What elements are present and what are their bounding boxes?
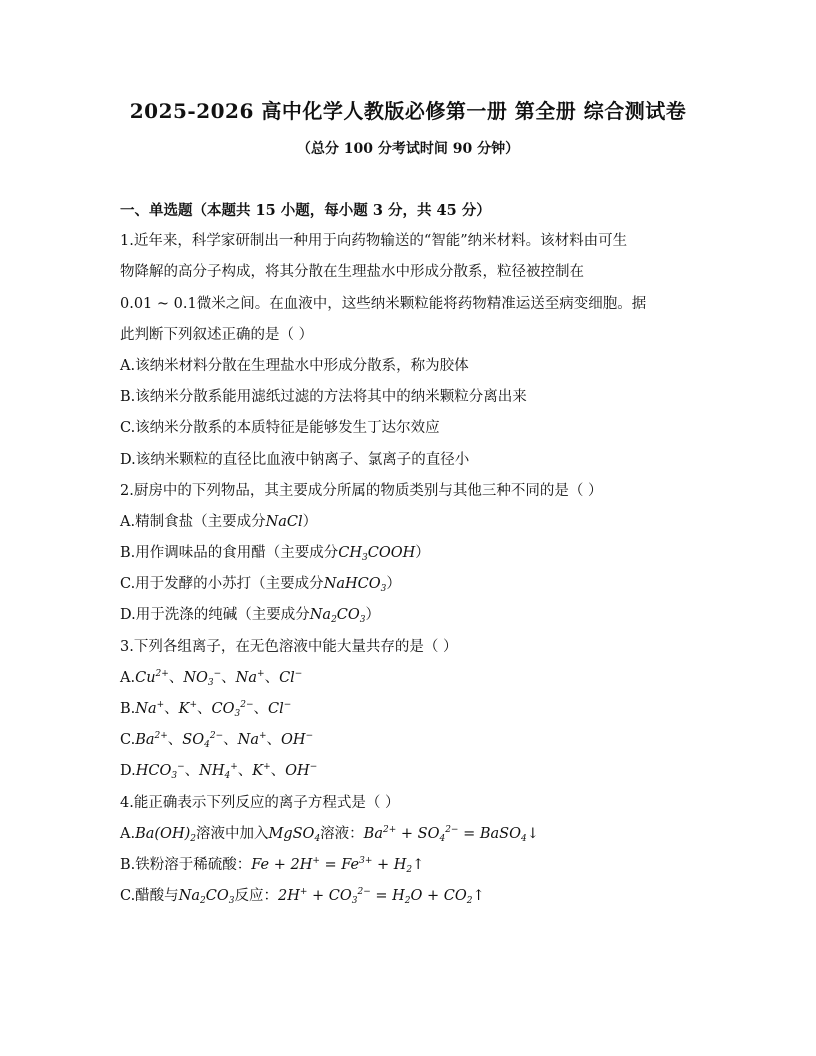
page-subtitle: （总分 100 分考试时间 90 分钟） [296,141,520,157]
page-title: 2025-2026 高中化学人教版必修第一册 第全册 综合测试卷 [129,99,687,123]
q1-stem-line-1: 1.近年来，科学家研制出一种用于向药物输送的“智能”纳米材料。该材料由可生 [120,233,628,250]
q3-option-c: $C.Ba^{2+}$、$SO_4^{2-}$、Na+、OH− [120,731,314,751]
q3-option-a: $A.Cu^{2+}$、$NO_3^-$、Na+、Cl− [120,668,303,688]
section-heading: 一、单选题（本题共 15 小题，每小题 3 分，共 45 分） [120,202,491,219]
q2-option-b: B.用作调味品的食用醋（主要成分$CH_3COOH$） [120,545,430,564]
q1-option-a: A.该纳米材料分散在生理盐水中形成分散系，称为胶体 [120,357,469,374]
q3-stem: 3.下列各组离子，在无色溶液中能大量共存的是（ ） [120,638,458,655]
q4-stem: 4.能正确表示下列反应的离子方程式是（ ） [120,794,400,811]
document-body [120,195,710,912]
q1-stem-line-3: 0.01 ~ 0.1微米之间。在血液中，这些纳米颗粒能将药物精准运送至病变细胞。据 [120,295,647,312]
q1-option-b: B.该纳米分散系能用滤纸过滤的方法将其中的纳米颗粒分离出来 [120,389,527,406]
q3-option-d: $D.HCO_3^-$、$NH_4^+$、K+、OH− [120,762,318,782]
q1-option-c: C.该纳米分散系的本质特征是能够发生丁达尔效应 [120,420,440,437]
q1-option-d: D.该纳米颗粒的直径比血液中钠离子、氯离子的直径小 [120,451,470,468]
q2-option-d: D.用于洗涤的纯碱（主要成分$Na_2CO_3$） [120,607,381,626]
q1-stem-line-4: 此判断下列叙述正确的是（ ） [120,326,314,343]
q3-option-b: B.Na+、K+、$CO_3^{2-}$、Cl− [120,700,292,719]
q4-option-a: $A.Ba(OH)_2$溶液中加入MgSO$_4$溶液：$Ba^{2+} + SO_4^{2-}$ = BaSO$_4$↓ [120,824,539,844]
q1-stem-line-2: 物降解的高分子构成，将其分散在生理盐水中形成分散系，粒径被控制在 [120,264,584,281]
q2-option-a: A.精制食盐（主要成分NaCl） [120,513,318,530]
q4-option-c: C.醋酸与$Na_2CO_3$反应：$2H^+ + CO_3^{2-} = H_2O$ + $CO_2↑$ [120,887,485,907]
q2-option-c: C.用于发酵的小苏打（主要成分NaHCO$_3$） [120,576,401,595]
q4-option-b: B.铁粉溶于稀硫酸：$Fe + 2H^+ = Fe^{3+}$ + $H_2↑$ [120,855,425,875]
q2-stem: 2.厨房中的下列物品，其主要成分所属的物质类别与其他三种不同的是（ ） [120,482,603,499]
